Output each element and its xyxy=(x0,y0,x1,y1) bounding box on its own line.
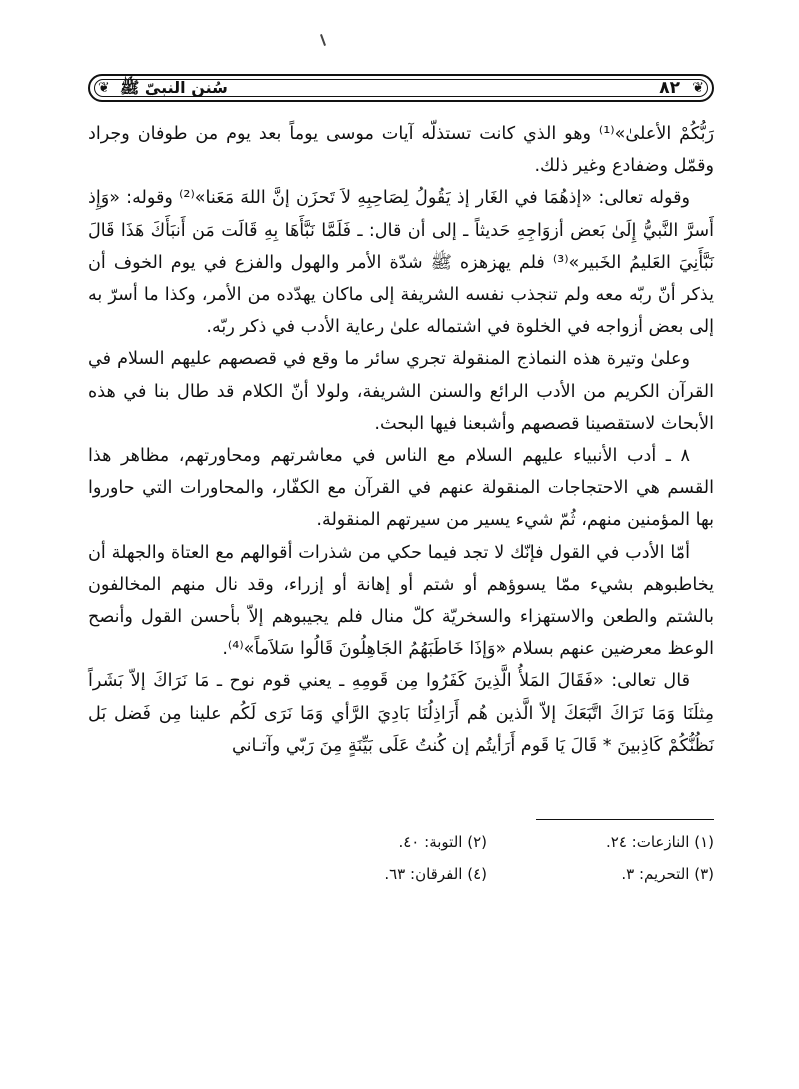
paragraph-3: وعلىٰ وتيرة هذه النماذج المنقولة تجري سائر ما وقع في قصصهم عليهم السلام في القرآن الكريم من الأدب الرائع والسنن الشريفة، ولولا أنّ الكلام قد طال بنا في هذه الأبحاث لاستقصينا قصصهم وأشبعنا فيها البحث. xyxy=(88,349,714,434)
footnote-4 xyxy=(260,858,487,890)
running-header xyxy=(88,74,714,102)
paragraph-2: وقوله تعالى: «إذهُمَا في الغَار إذ يَقُولُ لِصَاحِبِهِ لاَ تَحزَن إنَّ اللهَ مَعَنا»⁽²⁾ وقوله: «وَإِذ أَسرَّ النَّبيُّ إِلَىٰ بَعض أزوَاجِهِ حَديثاً ـ إلى أن قال: ـ فَلَمَّا نَبَّأَهَا بِهِ قَالَت مَن أَنبَأَكَ هَذَا قَالَ نَبَّأَنِيَ العَليمُ الخَبير»⁽³⁾ فلم يهزهزه ﷺ شدّة الأمر والهول والفزع في يوم الخوف أن يذكر أنّ ربّه معه ولم تنجذب نفسه الشريفة إلى ماكان يهدّده من الأمر، وكذا ما أسرّ به إلى بعض أزواجه في الخلوة في اشتماله علىٰ رعاية الأدب في ذكر ربّه. xyxy=(88,188,714,338)
footnote-marker: (١) xyxy=(694,833,714,851)
footnote-marker: (٤) xyxy=(467,865,487,883)
paragraph-1: رَبُّكُمْ الأعلىٰ»⁽¹⁾ وهو الذي كانت تستذلّه آيات موسى يوماً بعد يوم من طوفان وجراد وقمّل وضفادع وغير ذلك. xyxy=(88,124,714,177)
footnote-row xyxy=(260,826,714,858)
footnote-text: الفرقان: ٦٣. xyxy=(384,865,463,883)
footnotes xyxy=(260,826,714,890)
footnote-text: التحريم: ٣. xyxy=(621,865,690,883)
page-number: ٨٢ xyxy=(659,78,680,98)
scan-speck xyxy=(320,34,326,46)
ornament-right-icon: ❦ xyxy=(692,80,704,96)
footnote-separator xyxy=(536,819,714,820)
footnote-3 xyxy=(487,858,714,890)
running-title: سُنن النبيّ ﷺ xyxy=(120,78,228,97)
footnote-2 xyxy=(260,826,487,858)
footnote-1 xyxy=(487,826,714,858)
ornament-left-icon: ❦ xyxy=(98,80,110,96)
footnote-text: النازعات: ٢٤. xyxy=(605,833,690,851)
paragraph-4: ٨ ـ أدب الأنبياء عليهم السلام مع الناس في معاشرتهم ومحاورتهم، مظاهر هذا القسم هي الاحتجاجات المنقولة عنهم في القرآن مع الكفّار، والمحاورات التي حاوروا بها المؤمنين منهم، ثُمّ شيء يسير من سيرتهم المنقولة. xyxy=(88,446,714,531)
footnote-marker: (٣) xyxy=(694,865,714,883)
paragraph-6: قال تعالى: «فَقَالَ المَلأُ الَّذِينَ كَفَرُوا مِن قَومِهِ ـ يعني قوم نوح ـ مَا نَرَاكَ إلاّ بَشَراً مِثلَنَا وَمَا نَرَاكَ اتَّبَعَكَ إلاّ الَّذين هُم أَرَاذِلُنَا بَادِيَ الرَّأي وَمَا نَرَى لَكُم علينا مِن فَضل بَل نَظُنُّكُمْ كَاذِبينَ * قَالَ يَا قَوم أَرَأيتُم إن كُنتُ عَلَى بَيِّنَةٍ مِنَ رَبّي وآتـاني xyxy=(88,671,714,756)
body-text xyxy=(88,118,714,762)
footnote-text: التوبة: ٤٠. xyxy=(398,833,463,851)
footnote-row xyxy=(260,858,714,890)
paragraph-5: أمّا الأدب في القول فإنّك لا تجد فيما حكي من شذرات أقوالهم مع العتاة والجهلة أن يخاطبوهم بشيء ممّا يسوؤهم أو شتم أو إهانة أو إزراء، وقد نال منهم المخالفون بالشتم والطعن والاستهزاء والسخريّة كلّ منال فلم يجيبوهم إلاّ بأحسن القول وأنصح الوعظ معرضين عنهم بسلام «وَإذَا خَاطَبَهُمُ الجَاهِلُونَ قَالُوا سَلاَماً»⁽⁴⁾. xyxy=(88,542,714,660)
footnote-marker: (٢) xyxy=(467,833,487,851)
